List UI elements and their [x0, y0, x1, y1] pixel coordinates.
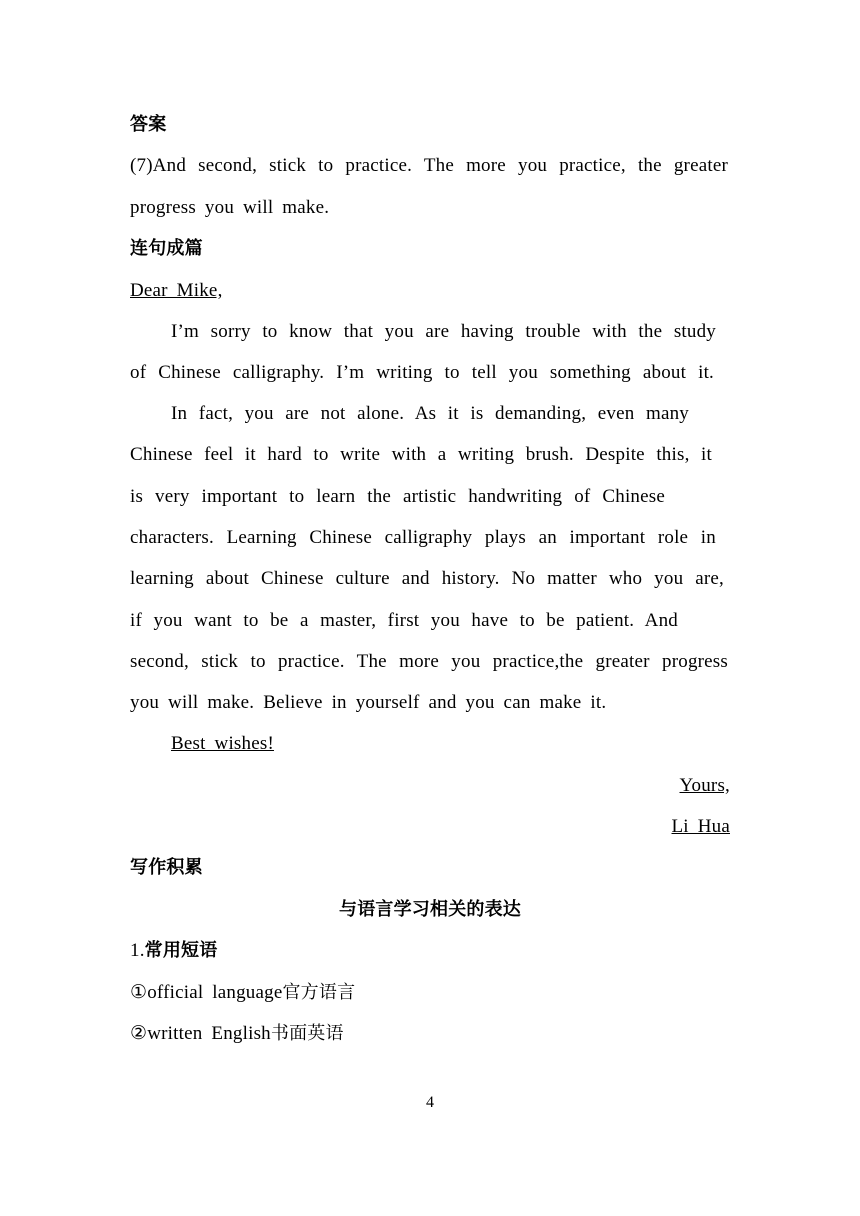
phrase-english: written English [147, 1023, 271, 1044]
essay-line-3: In fact, you are not alone. As it is demanding, even many [171, 403, 689, 424]
phrases-heading-number: 1. [130, 940, 145, 961]
essay-heading: 连句成篇 [130, 238, 203, 259]
answer-heading: 答案 [130, 114, 167, 135]
closing: Best wishes! [171, 733, 274, 754]
phrase-chinese: 官方语言 [282, 982, 356, 1003]
essay-line-4: Chinese feel it hard to write with a writing brush. Despite this, it [130, 444, 712, 465]
salutation: Dear Mike, [130, 280, 223, 301]
phrase-english: official language [147, 982, 283, 1003]
page-number: 4 [426, 1094, 434, 1111]
phrase-item-1 [130, 981, 355, 1005]
phrases-heading-text: 常用短语 [144, 940, 218, 961]
answer-line-2: progress you will make. [130, 197, 330, 218]
essay-line-6: characters. Learning Chinese calligraphy plays an important role in [130, 527, 716, 548]
essay-line-7: learning about Chinese culture and history. No matter who you are, [130, 568, 724, 589]
essay-line-8: if you want to be a master, first you have to be patient. And [130, 610, 678, 631]
phrase-marker: ② [130, 1023, 148, 1044]
phrase-item-2 [130, 1022, 344, 1046]
essay-line-9: second, stick to practice. The more you practice,the greater progress [130, 651, 728, 672]
writing-subtitle: 与语言学习相关的表达 [339, 899, 521, 920]
essay-line-5: is very important to learn the artistic handwriting of Chinese [130, 486, 665, 507]
essay-line-2: of Chinese calligraphy. I’m writing to tell you something about it. [130, 362, 714, 383]
phrase-chinese: 书面英语 [270, 1023, 344, 1044]
essay-line-1: I’m sorry to know that you are having trouble with the study [171, 321, 716, 342]
phrases-heading [130, 939, 217, 963]
signature: Li Hua [671, 816, 730, 837]
sign-off: Yours, [679, 775, 730, 796]
writing-heading: 写作积累 [130, 857, 203, 878]
phrase-marker: ① [130, 982, 148, 1003]
essay-line-10: you will make. Believe in yourself and you can make it. [130, 692, 607, 713]
answer-line-1: (7)And second, stick to practice. The more you practice, the greater [130, 155, 728, 176]
